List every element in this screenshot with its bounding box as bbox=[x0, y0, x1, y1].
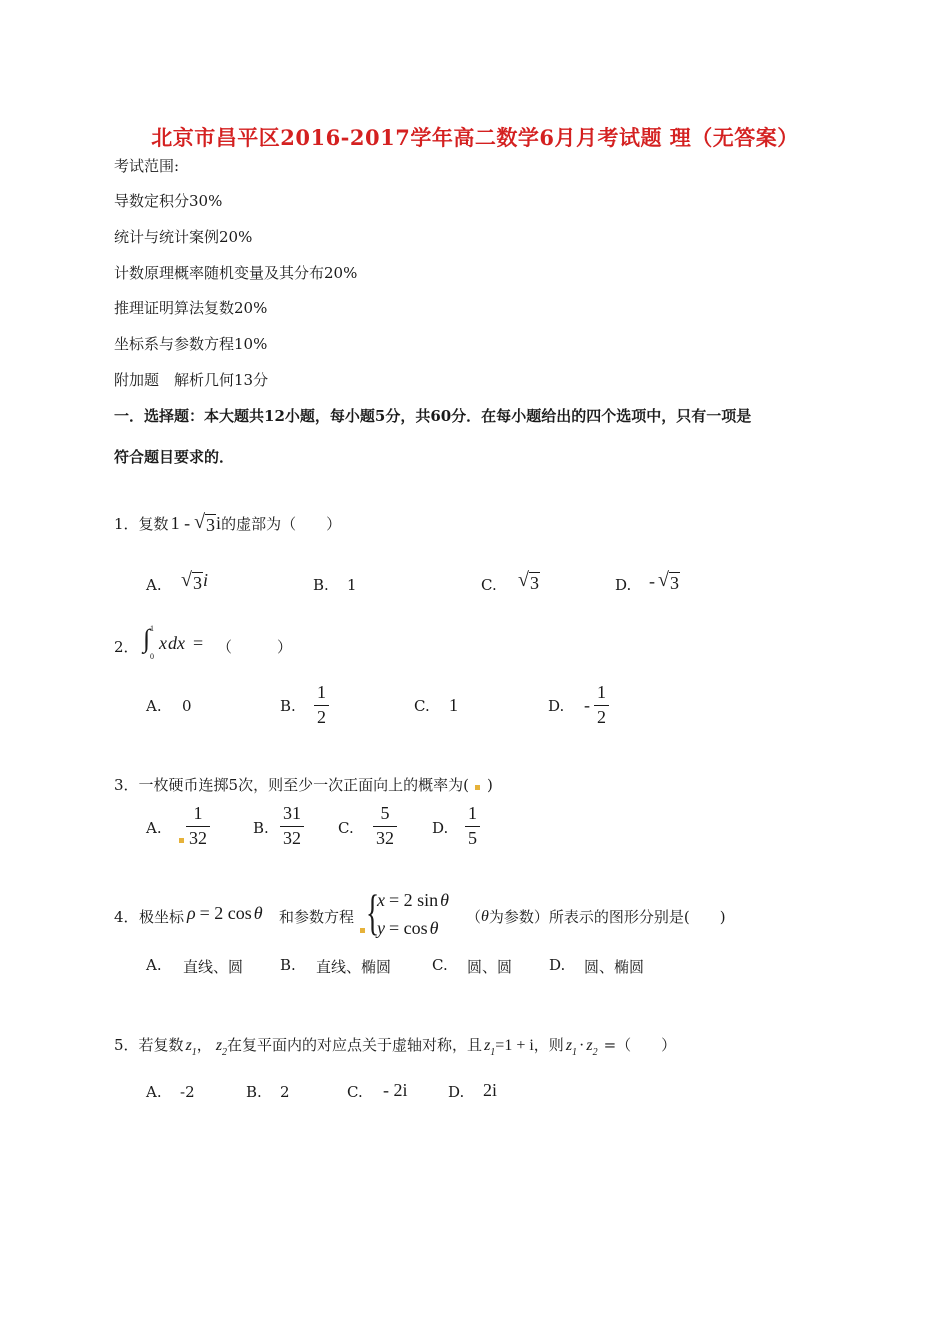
section-instructions: 一．选择题：本大题共12小题，每小题5分，共60分．在每小题给出的四个选项中，只有一项是 bbox=[114, 407, 752, 425]
scope-heading: 考试范围: bbox=[114, 157, 180, 175]
comma: ， bbox=[196, 1036, 212, 1054]
option-b-value: $\frac{31}{32}$ bbox=[280, 804, 304, 849]
scope-item: 计数原理概率随机变量及其分布20% bbox=[114, 264, 358, 282]
option-a-label: A. bbox=[146, 697, 162, 715]
imag-unit: i bbox=[216, 513, 222, 534]
question-3 bbox=[114, 774, 493, 795]
option-c-label: C. bbox=[481, 576, 497, 594]
scope-item: 坐标系与参数方程10% bbox=[114, 335, 268, 353]
option-d-label: D. bbox=[615, 576, 632, 594]
question-number: 1． bbox=[114, 515, 139, 534]
option-a-value: $\frac{1}{32}$ bbox=[186, 804, 210, 849]
param-eq-1: x = 2 sin θ bbox=[377, 890, 450, 910]
option-d-value: - $\frac{1}{2}$ bbox=[584, 683, 609, 728]
expr-part: 1 - bbox=[170, 513, 191, 534]
question-text: 在复平面内的对应点关于虚轴对称，且 bbox=[227, 1036, 483, 1054]
integral-sign: ∫ bbox=[143, 624, 151, 653]
question-text: （ ） bbox=[217, 638, 293, 656]
marker-dot-icon bbox=[179, 838, 184, 843]
option-b-value: 直线、椭圆 bbox=[316, 958, 392, 976]
question-text: （ θ 为参数）所表示的图形分别是( ) bbox=[466, 907, 726, 926]
scope-item: 统计与统计案例20% bbox=[114, 228, 253, 246]
option-c-value: $\frac{5}{32}$ bbox=[373, 804, 397, 849]
option-d-label: D. bbox=[432, 819, 449, 837]
option-b-value: 1 bbox=[347, 576, 357, 594]
option-d-label: D. bbox=[448, 1083, 465, 1101]
var-z1: $z_1$ bbox=[185, 1037, 197, 1058]
polar-equation: ρ = 2 cos θ bbox=[187, 903, 263, 923]
param-eq-2: y = cos θ bbox=[377, 918, 439, 938]
question-text: =（ ） bbox=[603, 1036, 677, 1054]
section-instructions-cont: 符合题目要求的． bbox=[114, 448, 235, 466]
question-text: 极坐标 bbox=[139, 908, 185, 926]
question-number: 4． bbox=[114, 908, 139, 926]
var-z1: $z_1$ bbox=[484, 1037, 496, 1058]
option-d-label: D. bbox=[549, 956, 566, 974]
option-d-value: - √ 3 bbox=[649, 569, 679, 593]
option-b-value: $\frac{1}{2}$ bbox=[314, 683, 329, 728]
option-b-label: B. bbox=[280, 697, 296, 715]
option-c-label: C. bbox=[414, 697, 430, 715]
option-a-value: √ 3 i bbox=[181, 569, 208, 593]
option-c-value: 1 bbox=[449, 695, 458, 715]
scope-item: 导数定积分30% bbox=[114, 192, 223, 210]
page-title: 北京市昌平区2016-2017学年高二数学6月月考试题 理（无答案） bbox=[151, 125, 799, 150]
option-c-label: C. bbox=[347, 1083, 363, 1101]
question-number: 2． bbox=[114, 638, 139, 656]
question-text: 的虚部为（ ） bbox=[221, 515, 342, 534]
option-c-value: - 2i bbox=[383, 1080, 408, 1100]
question-text: ，则 bbox=[533, 1036, 564, 1054]
scope-item: 推理证明算法复数20% bbox=[114, 299, 268, 317]
sqrt-expr: √ 3 bbox=[194, 511, 216, 535]
option-a-label: A. bbox=[146, 819, 162, 837]
option-c-value: √ 3 bbox=[518, 569, 539, 593]
question-number: 3． bbox=[114, 776, 139, 794]
option-a-label: A. bbox=[146, 956, 162, 974]
question-number: 5． bbox=[114, 1036, 139, 1054]
scope-item: 附加题 解析几何13分 bbox=[114, 371, 269, 389]
integral-lower-limit: 0 bbox=[150, 652, 154, 661]
question-text-close: ) bbox=[486, 775, 493, 794]
marker-dot-icon bbox=[360, 928, 365, 933]
var-z1: $z_1$ bbox=[565, 1037, 578, 1058]
option-a-value: -2 bbox=[180, 1083, 195, 1101]
option-d-value: 2i bbox=[483, 1080, 498, 1100]
brace-icon: { bbox=[366, 884, 380, 940]
question-text: 若复数 bbox=[138, 1036, 184, 1054]
option-a-label: A. bbox=[146, 576, 162, 594]
option-a-value: 0 bbox=[182, 697, 192, 715]
question-text: 一枚硬币连掷5次，则至少一次正面向上的概率为( bbox=[138, 776, 469, 794]
equation-rhs: =1 + i bbox=[495, 1037, 534, 1054]
option-b-label: B. bbox=[253, 819, 269, 837]
question-5 bbox=[114, 1034, 677, 1058]
option-d-label: D. bbox=[548, 697, 565, 715]
marker-dot-icon bbox=[475, 785, 480, 790]
question-1 bbox=[114, 512, 341, 536]
integrand: x dx = bbox=[159, 633, 204, 653]
question-text: 复数 bbox=[138, 515, 169, 534]
product-dot: · bbox=[579, 1037, 585, 1054]
option-a-value: 直线、圆 bbox=[183, 958, 244, 976]
option-c-label: C. bbox=[338, 819, 354, 837]
option-c-label: C. bbox=[432, 956, 448, 974]
integral-upper-limit: 1 bbox=[150, 624, 154, 633]
option-b-value: 2 bbox=[280, 1083, 290, 1101]
option-c-value: 圆、圆 bbox=[467, 958, 513, 976]
option-d-value: $\frac{1}{5}$ bbox=[465, 804, 480, 849]
question-text: 和参数方程 bbox=[279, 908, 355, 926]
option-d-value: 圆、椭圆 bbox=[584, 958, 645, 976]
option-a-label: A. bbox=[146, 1083, 162, 1101]
option-b-label: B. bbox=[246, 1083, 262, 1101]
var-z2: $z_2$ bbox=[586, 1037, 598, 1058]
option-b-label: B. bbox=[280, 956, 296, 974]
var-z2: $z_2$ bbox=[215, 1037, 228, 1058]
option-b-label: B. bbox=[313, 576, 329, 594]
